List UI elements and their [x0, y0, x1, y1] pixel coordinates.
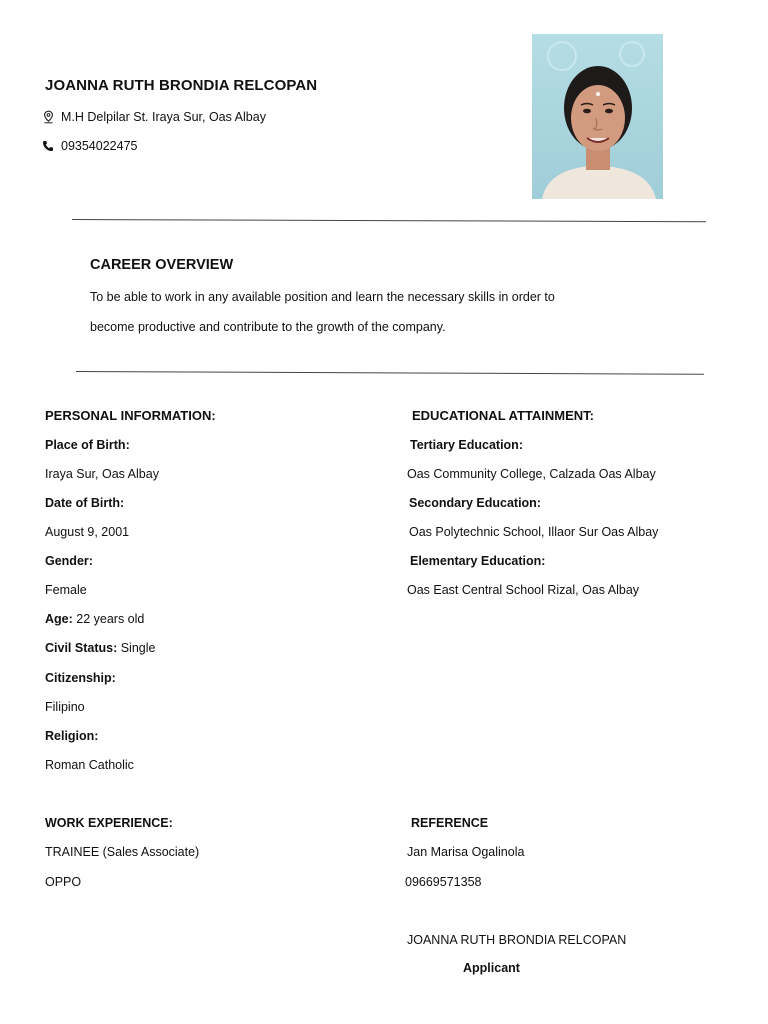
location-pin-icon: [41, 110, 55, 124]
religion-label: Religion:: [45, 729, 99, 743]
phone-row: [41, 139, 137, 153]
signature-role: Applicant: [463, 961, 520, 975]
phone-text: 09354022475: [61, 139, 138, 153]
birthplace-label: Place of Birth:: [45, 438, 130, 452]
divider-top: [72, 219, 706, 222]
gender-label: Gender:: [45, 554, 93, 568]
civil-status-value: Single: [117, 641, 156, 655]
dob-value: August 9, 2001: [45, 525, 130, 539]
work-position: TRAINEE (Sales Associate): [45, 845, 200, 859]
work-company: OPPO: [45, 875, 82, 889]
civil-status-label: Civil Status:: [45, 641, 118, 655]
religion-value: Roman Catholic: [45, 758, 134, 772]
reference-heading: REFERENCE: [411, 816, 489, 830]
birthplace-value: Iraya Sur, Oas Albay: [45, 467, 159, 481]
dob-label: Date of Birth:: [45, 496, 125, 510]
gender-value: Female: [45, 583, 87, 597]
reference-phone: 09669571358: [405, 875, 482, 889]
tertiary-label: Tertiary Education:: [410, 438, 523, 452]
signature-name: JOANNA RUTH BRONDIA RELCOPAN: [407, 933, 627, 947]
citizenship-label: Citizenship:: [45, 671, 116, 685]
career-overview-line-2: become productive and contribute to the growth of the company.: [90, 320, 446, 334]
education-heading: EDUCATIONAL ATTAINMENT:: [412, 408, 594, 423]
address-text: M.H Delpilar St. Iraya Sur, Oas Albay: [61, 110, 266, 124]
phone-icon: [41, 139, 55, 153]
citizenship-value: Filipino: [45, 700, 85, 714]
age-row: [45, 612, 144, 626]
secondary-value: Oas Polytechnic School, Illaor Sur Oas Albay: [409, 525, 659, 539]
age-value: 22 years old: [72, 612, 145, 626]
career-overview-line-1: To be able to work in any available position and learn the necessary skills in order to: [90, 290, 555, 304]
elementary-value: Oas East Central School Rizal, Oas Albay: [407, 583, 640, 597]
work-experience-heading: WORK EXPERIENCE:: [45, 816, 173, 830]
personal-info-heading: PERSONAL INFORMATION:: [45, 408, 216, 423]
divider-middle: [76, 371, 704, 375]
tertiary-value: Oas Community College, Calzada Oas Albay: [407, 467, 656, 481]
reference-name: Jan Marisa Ogalinola: [407, 845, 525, 859]
address-row: [41, 110, 266, 124]
applicant-photo: [532, 34, 663, 199]
career-overview-heading: CAREER OVERVIEW: [90, 257, 234, 273]
applicant-name: JOANNA RUTH BRONDIA RELCOPAN: [45, 77, 318, 94]
age-label: Age:: [45, 612, 73, 626]
secondary-label: Secondary Education:: [409, 496, 541, 510]
elementary-label: Elementary Education:: [410, 554, 546, 568]
civil-status-row: [45, 641, 155, 655]
